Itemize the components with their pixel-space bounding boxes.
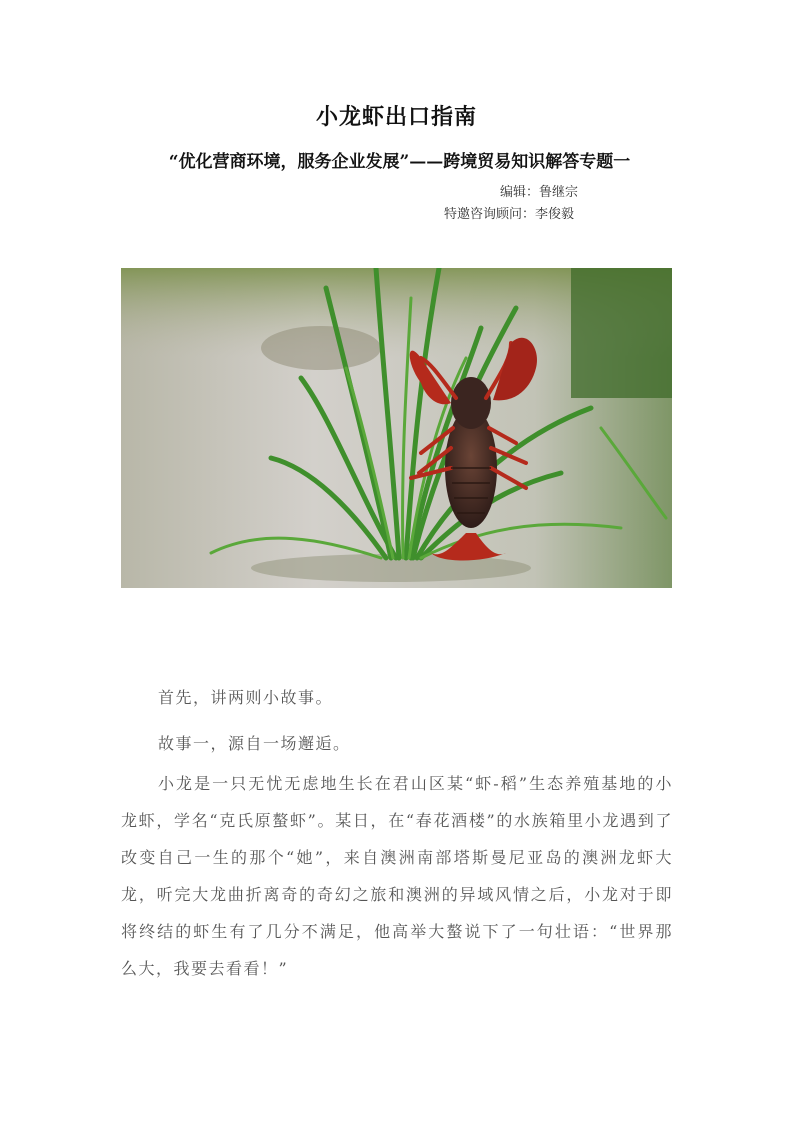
document-subtitle: “优化营商环境，服务企业发展”——跨境贸易知识解答专题一 (168, 152, 631, 172)
document-title: 小龙虾出口指南 (315, 104, 477, 130)
advisor-credit: 特邀咨询顾问：李俊毅 (444, 207, 575, 222)
paragraph-intro: 首先，讲两则小故事。 (158, 688, 334, 707)
editor-credit: 编辑：鲁继宗 (500, 185, 579, 200)
crayfish-photo (121, 268, 672, 588)
crayfish-illustration (121, 268, 672, 588)
paragraph-story-body: 小龙是一只无忧无虑地生长在君山区某“虾-稻”生态养殖基地的小龙虾，学名“克氏原螯虾”。某日，在“春花酒楼”的水族箱里小龙遇到了改变自己一生的那个“她”，来自澳洲南部塔斯曼尼亚岛的澳洲龙虾大龙，听完大龙曲折离奇的奇幻之旅和澳洲的异域风情之后，小龙对于即将终结的虾生有了几分不满足，他高举大螯说下了一句壮语：“世界那么大，我要去看看！” (121, 774, 673, 978)
paragraph-story-one: 故事一，源自一场邂逅。 (158, 734, 351, 753)
